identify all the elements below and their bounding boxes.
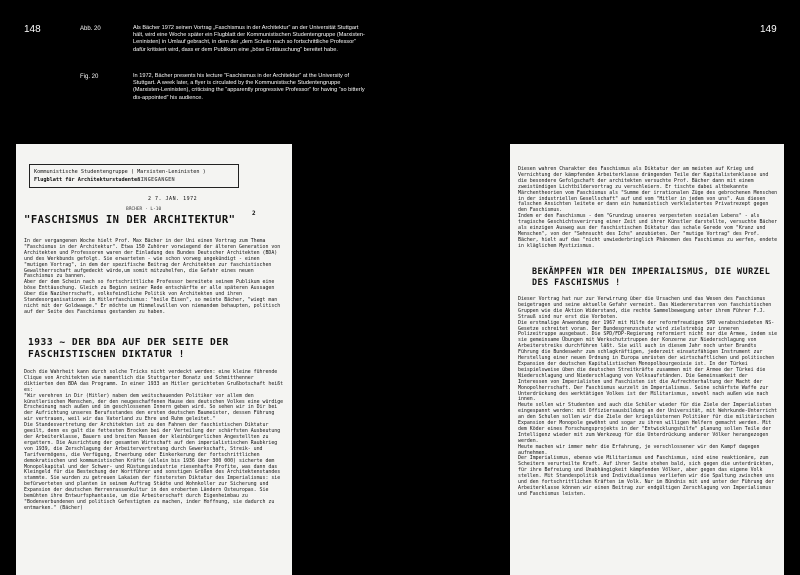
- flyer-paragraph-1: In der vergangenen Woche hielt Prof. Max Bächer in der Uni einen Vortrag zum Thema "Faschismus in der Architektur". Etwa 150 Zuhörer vorwiegend der älteren Generation von Architekten und Professoren waren der Einladung des Bundes Deutscher Architekten (BDA) und des Werkbunds gefolgt. Sie erwarteten - wie schon vorweg angekündigt - einen "mutigen Vortrag", in dem der spezifische Beitrag der Architekten zur faschistischen Gewaltherrschaft aufgedeckt würde,um somit mitzuhelfen, die Gefahr eines neuen Faschismus zu bannen. Aber der dem Schein nach so fortschrittliche Professor bereitete seinem Publikum eine böse Enttäuschung. Gleich zu Beginn seiner Rede entschärfte er alle späteren Aussagen über die Naziherrschaft, volksfeindliche Politik von Architekten und ihren Standesorganisationen im Hitlerfaschismus: "heile Eisen", so meinte Bächer, "wiegt man nicht mit der Goldwaage." Er möchte um Himmelswillen von niemandem behaupten, politisch auf der Seite des Faschismus gestanden zu haben.: [24, 238, 281, 315]
- flyer-page-left: [16, 144, 292, 575]
- page-number-left: 148: [24, 24, 41, 35]
- flyer-paragraph-2: Doch die Wahrheit kann durch solche Tricks nicht verdeckt werden: eine kleine führende Clique von Architekten wie namentlich die Stuttgarter Bonatz und Schmitthenner diktierten den BDA das Programm. In einer 1933 an Hitler gerichteten Grußbotschaft heißt es: "Wir verehren in Dir (Hitler) naben dem weitschauenden Politiker vor allem den künstlerischen Menschen, der den neugeschaffenen Hause des deutschen Volkes eine würdige Erscheinung nach außen und im geschlossenen Innern geben wird. So sehen wir in Dir bei der Aufrichtung unseres Berufsstandes den ersten deutschen Baumeister, dessen Führung wir vertrauen, weil wir das Vaterland zu Ehre und Ruhm geleitet." Die Standesvertretung der Architekten ist zu den Fahnen der faschistischen Diktatur geeilt, denn es galt die fettesten Brocken bei der Verteilung der schärfsten Ausbeutung der Arbeiterklasse, Bauern und breiten Massen der kleinbürgerlichen Angestellten zu ergattern. Die Ausrichtung der gesamten Wirtschaft auf den imperialistischen Raubkrieg von 1939, die Zerschlagung der Arbeitervertretung durch Gewerkschaft, Streik- und Tarifvermögens, die Verfügung, Erwerbung oder Einkerkerung der fortschrittlichen demokratischen und kommunistischen Kräfte (allein bis 1936 über 300 000) sicherte dem Monopolkapital und der Schwer- und Rüstungsindustrie riesenhafte Profite, was dann das Kleingeld für die Bestechung der Wortführer und sonstigen Größen des Architektenstandes stammte. Sie wurden zu getreuen Lakaien der finstersten Diktatur des Imperialismus: sie befürworteten und planten in seinem Auftrag Städte und Wohnkoller zur Sicherung und Expansion der deutschen Herrenrassenkultur in den eroberten Ländern Osteuropas. Sie bemühten ihre Entwurfsphantasie, um die Arbeiterschaft durch Eigenheimbau zu "Bodenverbundenen und politisch Gefestigten zu machen, inder Hoffnung, sie dadurch zu entmarken." (Bächer): [24, 369, 284, 511]
- caption-text-english: In 1972, Bächer presents his lecture “Faschismus in der Architektur” at the University of Stuttgart. A week later, a flyer is circulated by the Kommunistische Studentengruppe (Marxisten-Leninisten), criticising the “apparently progressive Professor” for having “so bitterly dis-appointed” his audience.: [133, 73, 365, 101]
- caption-label-english: Fig. 20: [80, 74, 99, 80]
- flyer-org-line: Kommunistische Studentengruppe ( Marxisten-Leninisten ): [34, 169, 206, 175]
- flyer-right-paragraph-1: Diesen wahren Charakter des Faschismus als Diktatur der am meisten auf Krieg und Vernichtung der kämpfenden Arbeiterklasse drängenden Teile der Kapitalistenklasse und die besondere Gefolgschaft der architekten versuchte Prof. Bächer dann mit einem zweistündigen Lichtbildervortrag zu verschleiern. Er tischte dabei altbekannte Märchentheorien vom Faschismus als "Summe der irrationalen Züge des gebrochenen Menschen in der industriellen Gesellschaft" auf und vom "Hitler in jedem von uns". Aus diesen falschen Ansichten leitete er dann ein humanistisch verkleistertes Privatrezept gegen den Faschismus. Indem er den Faschismus - dem "Grundzug unseres verpesteten sozialen Lebens" - als tragische Geschichtsverirrung einer Zeit und ihrer Künstler darstellte, versuchte Bächer als einzigen Ausweg aus der faschistischen Diktatur das schale Gerede vom "Kranz und Menschen", von der "Sehnsucht des Ichs" anzubieten. Der "mutige Vortrag" des Prof. Bächer, hielt auf das "nicht unwiederbringlich Phänomen des Faschismus zu werfen, endete in kläglichem Mystizismus.: [518, 166, 778, 249]
- caption-text-german: Als Bächer 1972 seinen Vortrag „Faschismus in der Architektur“ an der Universität Stuttgart hält, wird eine Woche später ein Flugblatt der Kommunistischen Studentengruppe (Marxisten-Leninisten) in Umlauf gebracht, in dem der „dem Schein nach so fortschrittliche Professor“ dafür kritisiert wird, dass er dem Publikum eine „böse Enttäuschung“ bereitet habe.: [133, 25, 365, 53]
- flyer-right-heading: BEKÄMPFEN WIR DEN IMPERIALISMUS, DIE WURZEL DES FASCHISMUS !: [532, 266, 771, 287]
- flyer-heading-1933: 1933 ~ DER BDA AUF DER SEITE DER FASCHISTISCHEN DIKTATUR !: [28, 337, 229, 360]
- flyer-title: "FASCHISMUS IN DER ARCHITEKTUR": [24, 214, 236, 226]
- caption-label-german: Abb. 20: [80, 26, 101, 32]
- flyer-received-stamp: EINGEGANGEN: [137, 177, 175, 183]
- flyer-subtitle-line: [34, 176, 234, 184]
- flyer-date-stamp: 2 7. JAN. 1972: [148, 196, 198, 202]
- flyer-author-note: BÄCHER · L-10: [126, 207, 162, 212]
- flyer-subtitle: Flugblatt für Architekturstudenten: [34, 177, 141, 183]
- flyer-header-box: [29, 164, 239, 188]
- page-number-right: 149: [760, 24, 777, 35]
- flyer-right-paragraph-2: Dieser Vortrag hat nur zur Verwirrung über die Ursachen und das Wesen des Faschismus beigetragen und seine aktuelle Gefahr verneint. Das Wiedererstarren von faschistischen Gruppen wie die Aktion Widerstand, die rechte Sammelbewegung unter ihrem Führer F.J. Strauß sind nur erst die Vorboten. Die erstmalige Anwendung der 1967 mit Hilfe der reformfreudigen SPD verabschiedeten NS-Gesetze schreitet voran. Der Bundesgrenzschutz wird zielstrebig zur inneren Polizeitruppe ausgebaut. Die SPD/FDP-Regierung reformiert nicht nur die Armee, indem sie sie gemeinsame Übungen mit Werkschutztruppen der Konzerne zur Niederschlagung von Arbeiterstreiks durchführen läßt. Sie will auch in diesem Jahr noch unter Brandts Führung die Bundeswehr zum schlagkräftigen, jederzeit einsatzfähigen Instrument zur Herstellung einer neuen Ordnung in Europa umrüsten der wirtschaftlichen und politischen Expansion der deutschen Kapitalistischen Monopolbourgeoisie ist. In der Türkei beispielsweise üben die deutschen Streitkräfte zusammen mit der Armee der Türkei die Niederschlagung und Niederschlagung von Volksaufständen. Die Gemeinsamkeit der Interessen von Imperialisten und Faschisten ist die Aufrechterhaltung der Macht der Monopolherrschaft. Der Faschismus wurzelt im Imperialismus. Seine schärfste Waffe zur Unterdrückung des werktätigen Volkes ist der Militarismus, sowohl nach außen wie nach innen. Heute sollen wir Studenten und auch die Schüler wieder für die Ziele der Imperialisten eingespannt werden: mit Offiziersausbildung an der Universität, mit Wehrkunde-Unterricht an den Schulen sollen wir die Ziele der kriegslüsternen Politiker für die militärischen Expansion der Monopole gewöhnt und sogar zu ihren willigen Helfern gemacht werden. Mit dem Köder eines Forschungsprojekts in der "Entwicklungshilfe" planung sollen Teile der Intelligenz wieder mit zum Werkzeug für die Unterdrückung anderer Völker herangezogen werden. Heute machen wir immer mehr die Erfahrung, je verschlossener wir den Kampf dagegen aufnehmen. Der Imperialismus, ebenso wie Militarismus und Faschismus, sind eine reaktionäre, zum Scheitern verurteilte Kraft. Auf ihrer Seite stehen bald, sich gegen die unterdrückten, für ihre Befreiung und Unabhängigkeit kämpfenden Völker, aber gegen das eigene Volk stellen. Mit Standespolitik und Individualismus verliefen wir die Spaltung zwischen uns und den fortschrittlichen Kräften im Volk. Nur im Bündnis mit und unter der Führung der Arbeiterklasse können wir einen Beitrag zur endgültigen Zerschlagung von Imperialismus und Faschismus leisten.: [518, 296, 778, 497]
- flyer-page-right: [510, 144, 784, 575]
- flyer-title-superscript: 2: [252, 210, 257, 217]
